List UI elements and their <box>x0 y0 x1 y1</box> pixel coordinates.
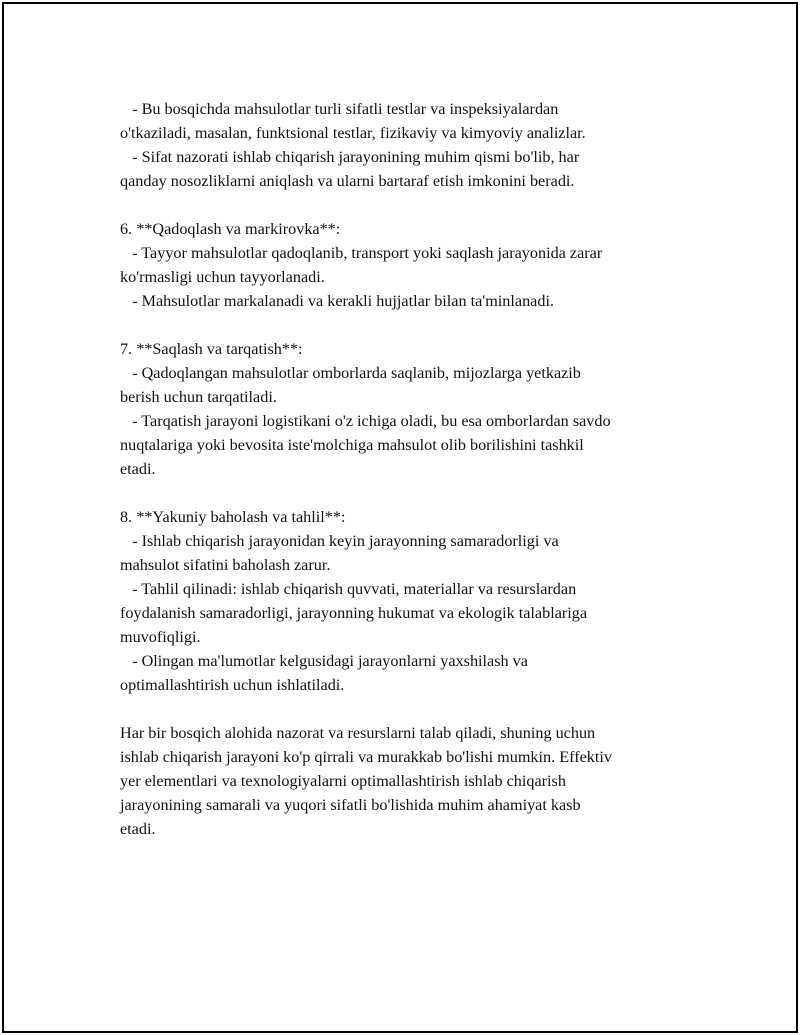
text-line: - Tahlil qilinadi: ishlab chiqarish quvvati, materiallar va resurslardan <box>120 580 577 598</box>
text-line: berish uchun tarqatiladi. <box>120 388 277 406</box>
section-6-packaging <box>120 217 700 313</box>
paragraph-spacer <box>120 313 700 337</box>
text-line: jarayonining samarali va yuqori sifatli bo'lishida muhim ahamiyat kasb <box>120 796 581 814</box>
text-line: muvofiqligi. <box>120 628 201 646</box>
page-frame <box>2 2 798 1033</box>
section-heading: 6. **Qadoqlash va markirovka**: <box>120 220 341 238</box>
section-heading: 7. **Saqlash va tarqatish**: <box>120 340 303 358</box>
text-line: yer elementlari va texnologiyalarni optimallashtirish ishlab chiqarish <box>120 772 566 790</box>
document-body <box>120 97 700 841</box>
text-line: optimallashtirish uchun ishlatiladi. <box>120 676 345 694</box>
text-line: - Mahsulotlar markalanadi va kerakli hujjatlar bilan ta'minlanadi. <box>120 292 554 310</box>
section-heading: 8. **Yakuniy baholash va tahlil**: <box>120 508 346 526</box>
text-line: Har bir bosqich alohida nazorat va resurslarni talab qiladi, shuning uchun <box>120 724 596 742</box>
text-line: - Tarqatish jarayoni logistikani o'z ichiga oladi, bu esa omborlardan savdo <box>120 412 611 430</box>
paragraph-quality-control <box>120 97 700 193</box>
text-line: ko'rmasligi uchun tayyorlanadi. <box>120 268 325 286</box>
text-line: etadi. <box>120 820 156 838</box>
text-line: nuqtalariga yoki bevosita iste'molchiga mahsulot olib borilishini tashkil <box>120 436 584 454</box>
text-line: o'tkaziladi, masalan, funktsional testlar, fizikaviy va kimyoviy analizlar. <box>120 124 586 142</box>
text-line: qanday nosozliklarni aniqlash va ularni bartaraf etish imkonini beradi. <box>120 172 575 190</box>
paragraph-conclusion <box>120 721 700 841</box>
paragraph-spacer <box>120 481 700 505</box>
text-line: - Qadoqlangan mahsulotlar omborlarda saqlanib, mijozlarga yetkazib <box>120 364 581 382</box>
text-line: foydalanish samaradorligi, jarayonning hukumat va ekologik talablariga <box>120 604 588 622</box>
paragraph-spacer <box>120 697 700 721</box>
text-line: - Sifat nazorati ishlab chiqarish jarayonining muhim qismi bo'lib, har <box>120 148 580 166</box>
section-7-storage <box>120 337 700 481</box>
text-line: ishlab chiqarish jarayoni ko'p qirrali va murakkab bo'lishi mumkin. Effektiv <box>120 748 612 766</box>
paragraph-spacer <box>120 193 700 217</box>
text-line: - Olingan ma'lumotlar kelgusidagi jarayonlarni yaxshilash va <box>120 652 528 670</box>
text-line: etadi. <box>120 460 156 478</box>
text-line: mahsulot sifatini baholash zarur. <box>120 556 331 574</box>
text-line: - Tayyor mahsulotlar qadoqlanib, transport yoki saqlash jarayonida zarar <box>120 244 603 262</box>
text-line: - Ishlab chiqarish jarayonidan keyin jarayonning samaradorligi va <box>120 532 559 550</box>
text-line: - Bu bosqichda mahsulotlar turli sifatli testlar va inspeksiyalardan <box>120 100 559 118</box>
section-8-evaluation <box>120 505 700 697</box>
